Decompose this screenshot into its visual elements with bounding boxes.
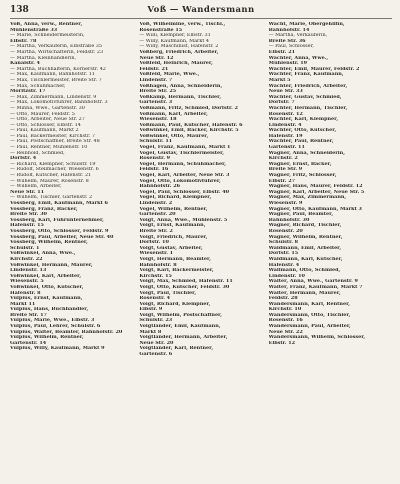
directory-entry: Rosenstraße 15 bbox=[139, 27, 183, 33]
directory-entry: — Paul, Schlosser, bbox=[268, 44, 314, 50]
directory-entry: Markt 11 bbox=[10, 301, 36, 307]
directory-entry: Bahnhofstr. 14 bbox=[268, 27, 310, 33]
directory-entry: Wächter, Friedrich, Arbeiter, bbox=[268, 83, 348, 89]
directory-entry: Neue Str. 11 bbox=[10, 189, 45, 195]
directory-entry: Voigtländer, Emil, Kaufmann, bbox=[139, 324, 221, 330]
directory-entry: Voßfeld, Heinrich, Maurer, bbox=[139, 61, 213, 67]
directory-entry: Walter, Hermann, Maurer, bbox=[268, 290, 341, 296]
directory-entry: Kirchstr. 22 bbox=[10, 256, 43, 262]
directory-entry: Markt 5 bbox=[268, 77, 291, 83]
directory-entry: Voigt, Hermann, Beamter, bbox=[139, 256, 211, 262]
directory-entry: — Wilhelm, Maurer, Rosenstr. 8 bbox=[10, 178, 89, 184]
directory-entry: Wiesenstr. 9 bbox=[268, 201, 303, 206]
directory-entry: Dorfstr. 4 bbox=[10, 156, 37, 162]
directory-entry: Vulpius, Marie, Wwe., Elbstr. 3 bbox=[10, 318, 95, 324]
directory-entry: Lindenstr. 2 bbox=[139, 201, 173, 206]
directory-entry: — Willi, Klempner, Elbstr. 31 bbox=[139, 33, 211, 39]
directory-entry: — Paul, Rentner, Mühlenstr. 10 bbox=[10, 145, 88, 151]
directory-entry: Gartenstr. 6 bbox=[139, 352, 173, 358]
directory-entry: Neue Str. 22 bbox=[268, 329, 303, 335]
directory-entry: Voßkamp, Hermann, Tischler, bbox=[139, 94, 222, 100]
directory-entry: Voßmann, Paul, Kutscher, Hafenstr. 6 bbox=[139, 122, 243, 128]
directory-entry: — Paul, Bäckermeister, Kirchstr. 7 bbox=[10, 133, 96, 139]
directory-entry: Wächter, Anna, Wwe., bbox=[268, 55, 329, 61]
directory-entry: Walter, Anna, Wwe., Gartenstr. 9 bbox=[268, 279, 358, 285]
directory-entry: — Rudolf, Stellmacher, Wiesenstr. 6 bbox=[10, 167, 99, 173]
directory-entry: Wallmann, Otto, Schmied, bbox=[268, 268, 341, 274]
running-head: Voß — Wandersmann bbox=[147, 5, 255, 15]
directory-entry: — Marie, Schneidermeisterin, bbox=[10, 33, 85, 39]
directory-entry: — Otto, Maurer, Feldstr. 5 bbox=[10, 111, 75, 117]
directory-entry: Vogel, Karl, Arbeiter, Neue Str. 3 bbox=[139, 173, 230, 179]
directory-entry: Elbstr. 21 bbox=[268, 49, 296, 55]
directory-entry: Voigt, Gustav, Arbeiter, bbox=[139, 245, 203, 251]
directory-entry: Rosenstr. 9 bbox=[139, 156, 171, 162]
directory-entry: Vossberg, Karl, Fuhrunternehmer, bbox=[10, 217, 104, 223]
directory-entry: Voßwinkel, Anna, Wwe., bbox=[10, 251, 76, 257]
directory-entry: Kirchstr. 15 bbox=[139, 273, 172, 279]
directory-entry: Voßwinkel, Emil, Bäcker, Kirchstr. 5 bbox=[139, 128, 239, 134]
directory-entry: Vogel, Paul, Schlosser, Elbstr. 40 bbox=[139, 189, 230, 195]
directory-entry: Vogel, Gustav, Tischlermeister, bbox=[139, 150, 225, 156]
directory-entry: Elbstr. 12 bbox=[268, 340, 296, 346]
directory-entry: — Martha, Buchhalterin, Körnerstr. 42 bbox=[10, 66, 106, 72]
directory-entry: Kirchstr. 2 bbox=[268, 156, 298, 162]
directory-entry: Wagner, Richard, Tischler, bbox=[268, 223, 342, 229]
directory-entry: Gartenstr. 20 bbox=[139, 212, 176, 218]
directory-entry: Voigt, Friedrich, Maurer, bbox=[139, 234, 208, 240]
directory-entry: Schulstr. 11 bbox=[139, 139, 173, 145]
directory-entry: Voigtländer, Hermann, Arbeiter, bbox=[139, 335, 228, 341]
directory-entry: Vossberg, Otto, Schlosser, Feldstr. 9 bbox=[10, 228, 109, 234]
directory-entry: Schulstr. 8 bbox=[268, 240, 299, 246]
directory-entry: Wächter, Paul, Rentner, bbox=[268, 139, 334, 145]
directory-entry: Elbstr. 78 bbox=[10, 38, 37, 44]
directory-entry: Wächter, Hermann, Tischler, bbox=[268, 105, 348, 111]
directory-entry: Voigt, Ernst, Kaufmann, bbox=[139, 223, 206, 229]
directory-entry: Vogel, Hermann, Schuhmacher, bbox=[139, 161, 226, 167]
directory-entry: Vulpius, Wilhelm, Rentner, bbox=[10, 335, 84, 341]
directory-entry: Bahnhofstr. 30 bbox=[268, 217, 310, 223]
directory-entry: Walter, Franz, Kaufmann, Markt 7 bbox=[268, 284, 363, 290]
directory-entry: Breite Str. 25 bbox=[139, 89, 177, 95]
directory-entry: Voßwinkel, Hermann, Maurer, bbox=[10, 262, 93, 268]
directory-entry: Hafenstr. 4 bbox=[268, 262, 300, 268]
directory-entry: Wächter, Otto, Kutscher, bbox=[268, 128, 337, 134]
directory-entry: Voßhagen, Anna, Schneiderin, bbox=[139, 83, 223, 89]
directory-entry: — Otto, Arbeiter, Neue Str. 27 bbox=[10, 117, 85, 123]
directory-entry: Schulstr. 23 bbox=[139, 318, 173, 324]
directory-entry: Voßwinkel, Otto, Kutscher, bbox=[10, 284, 84, 290]
directory-entry: — Martha, Kleinhändlerin, bbox=[10, 55, 77, 61]
directory-entry: Voigtländer, Karl, Rentner, bbox=[139, 346, 214, 352]
directory-entry: Voigt, Otto, Kutscher, Feldstr. 30 bbox=[139, 284, 230, 290]
directory-entry: Vulpius, Ernst, Kaufmann, bbox=[10, 296, 83, 302]
directory-entry: Feldstr. 21 bbox=[139, 66, 169, 72]
directory-entry: Wagner, Wilhelm, Rentner, bbox=[268, 234, 343, 240]
directory-entry: — Max, Lokomotivführer, Bahnhofstr. 3 bbox=[10, 100, 108, 106]
page-number: 138 bbox=[10, 5, 29, 15]
directory-entry: — Max, Zimmermann, Lindenstr. 9 bbox=[10, 94, 97, 100]
directory-entry: Wiesenstr. 1 bbox=[139, 251, 174, 257]
directory-entry: Elbstr. 9 bbox=[139, 307, 163, 313]
directory-entry: Voßwinkel, Karl, Arbeiter, bbox=[10, 273, 82, 279]
directory-entry: — Max, Tischlermeister, Breite Str. 7 bbox=[10, 77, 102, 83]
directory-entry: Voigt, Paul, Tischler, bbox=[139, 290, 197, 296]
directory-entry: Hafenstr. 15 bbox=[10, 223, 44, 229]
directory-entry: — Max, Schuhmacher, bbox=[10, 83, 66, 89]
directory-entry: Moritzstr. 17 bbox=[10, 89, 46, 95]
directory-entry: Voigt, Wilhelm, Postschaffner, bbox=[139, 312, 222, 318]
directory-entry: Rosenstr. 12 bbox=[268, 111, 303, 117]
directory-entry: Wagner, Ernst, Bäcker, bbox=[268, 161, 332, 167]
directory-entry: Voigt, Karl, Bäckermeister, bbox=[139, 268, 214, 274]
directory-entry: Wagner, Anna, Schneiderin, bbox=[268, 150, 345, 156]
directory-entry: Wächter, Emil, Maurer, Feldstr. 2 bbox=[268, 66, 360, 72]
directory-entry: Wandersmann, Paul, Arbeiter, bbox=[268, 324, 351, 330]
directory-entry: Voßwinkel, Otto, Maurer, bbox=[139, 133, 209, 139]
directory-entry: Wiesenstr. 18 bbox=[139, 117, 177, 123]
directory-entry: Vulpius, Paul, Lehrer, Schulstr. 6 bbox=[10, 324, 101, 330]
directory-entry: Gartenstr. 3 bbox=[139, 100, 173, 106]
directory-entry: — Minna, Wwe., Gartenstr. 30 bbox=[10, 105, 85, 111]
directory-entry: Voß, Wilhelmine, verw., Tischl., bbox=[139, 22, 226, 27]
directory-entry: Feldstr. 16 bbox=[139, 167, 169, 173]
directory-entry: Dorfstr. 7 bbox=[268, 100, 295, 106]
directory-entry: Bahnhofstr. 8 bbox=[139, 262, 177, 268]
directory-entry: Gartenstr. 11 bbox=[268, 145, 305, 151]
directory-entry: — Paul, Kaufmann, Markt 2 bbox=[10, 128, 79, 134]
directory-entry: Waldmann, Karl, Kutscher, bbox=[268, 256, 343, 262]
directory-entry: — Otto, Schlosser, Elbstr. 14 bbox=[10, 122, 81, 128]
directory-entry: — Willy, Kaufmann, Markt 4 bbox=[139, 38, 209, 44]
directory-entry: Wiesenstr. 5 bbox=[10, 279, 44, 285]
directory-entry: Voigt, Max, Schmied, Hafenstr. 11 bbox=[139, 279, 233, 285]
directory-entry: Bahnhofstr. 26 bbox=[139, 184, 181, 190]
directory-entry: Vogel, Franz, Kaufmann, Markt 1 bbox=[139, 145, 231, 151]
directory-entry: Voßfeld, Marie, Wwe., bbox=[139, 72, 200, 78]
directory-entry: Rosenstr. 4 bbox=[139, 296, 171, 302]
directory-entry: Hafenstr. 8 bbox=[10, 290, 41, 296]
directory-entry: — Max, Kaufmann, Bahnhofstr. 11 bbox=[10, 72, 96, 78]
directory-entry: Kanalstr. 4 bbox=[10, 61, 40, 67]
directory-entry: Wächt, Marie, Obergehilfin, bbox=[268, 22, 345, 27]
directory-entry: Wandersmann, Otto, Tischler, bbox=[268, 312, 351, 318]
directory-entry: Lindenstr. 7 bbox=[139, 77, 173, 83]
directory-entry: Wagner, Otto, Kaufmann, Markt 3 bbox=[268, 206, 362, 212]
directory-entry: Wandersmann, Karl, Rentner, bbox=[268, 301, 351, 307]
directory-entry: Vossberg, Emil, Kaufmann, Markt 6 bbox=[10, 201, 108, 206]
directory-entry: Rosenstr. 20 bbox=[268, 228, 303, 234]
directory-entry: Dorfstr. 15 bbox=[268, 251, 299, 257]
directory-entry: Neue Str. 12 bbox=[139, 55, 174, 61]
directory-entry: Voigt, Anna, Wwe., Mühlenstr. 5 bbox=[139, 217, 228, 223]
directory-column-3 bbox=[269, 22, 392, 482]
directory-entry: Vulpius, Hans, Buchhändler, bbox=[10, 307, 89, 313]
directory-entry: — Martha, Verkäuferin, Elbstraße 35 bbox=[10, 44, 102, 50]
directory-entry: — Martha, Verkäuferin, bbox=[268, 33, 328, 39]
directory-entry: — Rudolf, Kutscher, Hafenstr. 21 bbox=[10, 173, 92, 179]
directory-entry: — Reinhold, Schmied, bbox=[10, 150, 65, 156]
directory-entry: Voß, Anna, verw., Rentner, bbox=[10, 22, 83, 27]
directory-entry: Rosenstr. 16 bbox=[268, 318, 303, 324]
directory-entry: — Paul, Postschaffner, Breite Str. 48 bbox=[10, 139, 100, 145]
page-header bbox=[10, 4, 392, 19]
directory-entry: Wandersmann, Wilhelm, Schlosser, bbox=[268, 335, 366, 341]
directory-entry: Vossberg, Paul, Arbeiter, Neue Str. 40 bbox=[10, 234, 114, 240]
directory-entry: Markt 8 bbox=[139, 329, 162, 335]
directory-entry: Lindenstr. 4 bbox=[268, 122, 302, 128]
directory-entry: Waldmann, Emil, Arbeiter, bbox=[268, 245, 342, 251]
directory-entry: Breite Str. 9 bbox=[268, 167, 303, 173]
directory-entry: Voigt, Richard, Klempner, bbox=[139, 301, 211, 307]
directory-entry: Vulpius, Walter, Beamter, Bahnhofstr. 20 bbox=[10, 329, 123, 335]
directory-entry: Voßberg, Friedrich, Arbeiter, bbox=[139, 49, 219, 55]
directory-columns bbox=[10, 22, 392, 482]
directory-entry: — Richard, Klempner, Schulstr. 19 bbox=[10, 161, 96, 167]
directory-entry: Wagner, Hans, Maurer, Feldstr. 12 bbox=[268, 184, 363, 190]
directory-entry: Wagner, Fritz, Schlosser, bbox=[268, 173, 337, 179]
directory-entry: — Wilhelm, Tischler, Gartenstr. 2 bbox=[10, 195, 93, 201]
directory-entry: Feldstr. 28 bbox=[268, 296, 298, 302]
directory-entry: Breite Str. 17 bbox=[10, 312, 47, 318]
directory-entry: Mühlenstraße 33 bbox=[10, 27, 58, 33]
directory-entry: Neue Str. 33 bbox=[268, 89, 303, 95]
directory-entry: Voßmann, Fritz, Schmied, Dorfstr. 2 bbox=[139, 105, 238, 111]
directory-entry: Kirchstr. 10 bbox=[268, 307, 302, 313]
directory-entry: Wächter, Karl, Klempner, bbox=[268, 117, 339, 123]
directory-entry: Hafenstr. 19 bbox=[268, 133, 303, 139]
directory-entry: Wagner, Max, Zimmermann, bbox=[268, 195, 347, 201]
directory-entry: Mühlenstr. 19 bbox=[268, 61, 308, 67]
directory-entry: — Willy, Maschinist, Hafenstr. 2 bbox=[139, 44, 219, 50]
directory-entry: Vossberg, Wilhelm, Rentner, bbox=[10, 240, 88, 246]
directory-entry: Vogel, Wilhelm, Rentner, bbox=[139, 206, 208, 212]
directory-entry: Neue Str. 20 bbox=[139, 340, 174, 346]
directory-entry: Lindenstr. 13 bbox=[10, 268, 47, 274]
directory-entry: Vossberg, Franz, Bäcker, bbox=[10, 206, 78, 212]
directory-entry: Breite Str. 30 bbox=[10, 212, 47, 218]
directory-entry: Wächter, Gustav, Schmied, bbox=[268, 94, 342, 100]
directory-entry: — Wilhelm, Arbeiter, bbox=[10, 184, 62, 190]
directory-entry: Dorfstr. 10 bbox=[139, 240, 169, 246]
directory-entry: Vulpius, Willy, Kaufmann, Markt 9 bbox=[10, 346, 105, 352]
directory-entry: Wagner, Paul, Beamter, bbox=[268, 212, 334, 218]
directory-entry: Wagner, Karl, Arbeiter, Neue Str. 5 bbox=[268, 189, 365, 195]
directory-entry: — Martha, Wirtschafterin, Feldstr. 23 bbox=[10, 49, 104, 55]
directory-entry: Breite Str. 36 bbox=[268, 38, 306, 44]
directory-entry: Voßmann, Karl, Arbeiter, bbox=[139, 111, 208, 117]
directory-entry: Wächter, Franz, Kaufmann, bbox=[268, 72, 344, 78]
directory-entry: Gartenstr. 14 bbox=[10, 340, 47, 346]
directory-entry: Lindenstr. 10 bbox=[268, 273, 305, 279]
directory-entry: Schulstr. 1 bbox=[10, 245, 40, 251]
directory-entry: Breite Str. 2 bbox=[139, 228, 173, 234]
directory-column-1 bbox=[10, 22, 133, 482]
directory-column-2 bbox=[139, 22, 262, 482]
directory-entry: Vogel, Otto, Lokomotivführer, bbox=[139, 178, 221, 184]
directory-entry: Vogel, Richard, Klempner, bbox=[139, 195, 212, 201]
directory-entry: Elbstr. 27 bbox=[268, 178, 296, 184]
